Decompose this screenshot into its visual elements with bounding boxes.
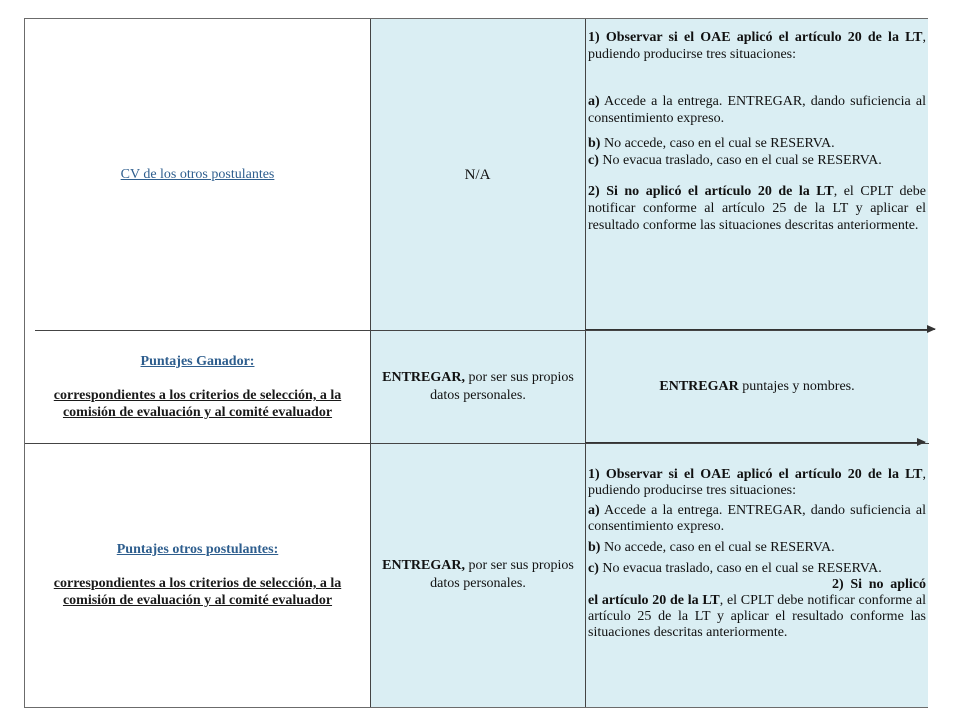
col-divider-2 — [585, 19, 586, 707]
row1-col2-text: N/A — [464, 166, 491, 183]
row1-title-link[interactable]: CV de los otros postulantes — [120, 166, 275, 182]
row3-option-a: a) Accede a la entrega. ENTREGAR, dando suficiencia al consentimiento expreso. — [588, 503, 926, 534]
row3-p1: 1) Observar si el OAE aplicó el artículo 20 de la LT, pudiendo producirse tres situaciones: — [588, 467, 926, 498]
row3-col2-text: ENTREGAR, por ser sus propios datos personales. — [382, 558, 574, 591]
row3-col2 — [373, 444, 583, 706]
row3-option-b: b) No accede, caso en el cual se RESERVA. — [588, 540, 835, 555]
row1-col2 — [370, 19, 585, 330]
row2-col3-text: ENTREGAR puntajes y nombres. — [659, 379, 855, 394]
row1-col1 — [25, 19, 370, 330]
row2-title-link[interactable]: Puntajes Ganador: — [140, 354, 255, 369]
row2-col2-text: ENTREGAR, por ser sus propios datos personales. — [382, 370, 574, 403]
row3-col3 — [588, 467, 926, 707]
row1-p1: 1) Observar si el OAE aplicó el artículo 20 de la LT, pudiendo producirse tres situaciones: — [588, 30, 926, 62]
row1-col3 — [588, 29, 926, 329]
row1-option-b: b) No accede, caso en el cual se RESERVA. — [588, 136, 835, 151]
row1-option-c: c) No evacua traslado, caso en el cual se RESERVA. — [588, 153, 882, 168]
data-table — [24, 18, 928, 708]
row1-p2: 2) Si no aplicó el artículo 20 de la LT, el CPLT debe notificar conforme al artículo 25 de la LT y aplicar el resultado conforme las situaciones descritas anteriormente. — [588, 184, 926, 233]
row2-col2 — [373, 331, 583, 443]
row3-subtitle[interactable]: correspondientes a los criterios de selección, a la comisión de evaluación y al comité evaluador — [53, 576, 342, 608]
row3-col1 — [27, 444, 368, 706]
row3-p2: 2) Si no aplicó el artículo 20 de la LT, el CPLT debe notificar conforme al artículo 25 de la LT y aplicar el resultado conforme las situaciones descritas anteriormente. — [588, 577, 927, 640]
row2-subtitle[interactable]: correspondientes a los criterios de selección, a la comisión de evaluación y al comité evaluador — [53, 388, 342, 420]
row3-option-c: c) No evacua traslado, caso en el cual se RESERVA. — [588, 561, 882, 576]
row3-title-link[interactable]: Puntajes otros postulantes: — [116, 542, 279, 557]
row2-col3 — [587, 331, 927, 443]
row-arrow-1 — [585, 329, 935, 330]
row2-col1 — [27, 331, 368, 443]
row1-option-a: a) Accede a la entrega. ENTREGAR, dando suficiencia al consentimiento expreso. — [588, 94, 926, 126]
